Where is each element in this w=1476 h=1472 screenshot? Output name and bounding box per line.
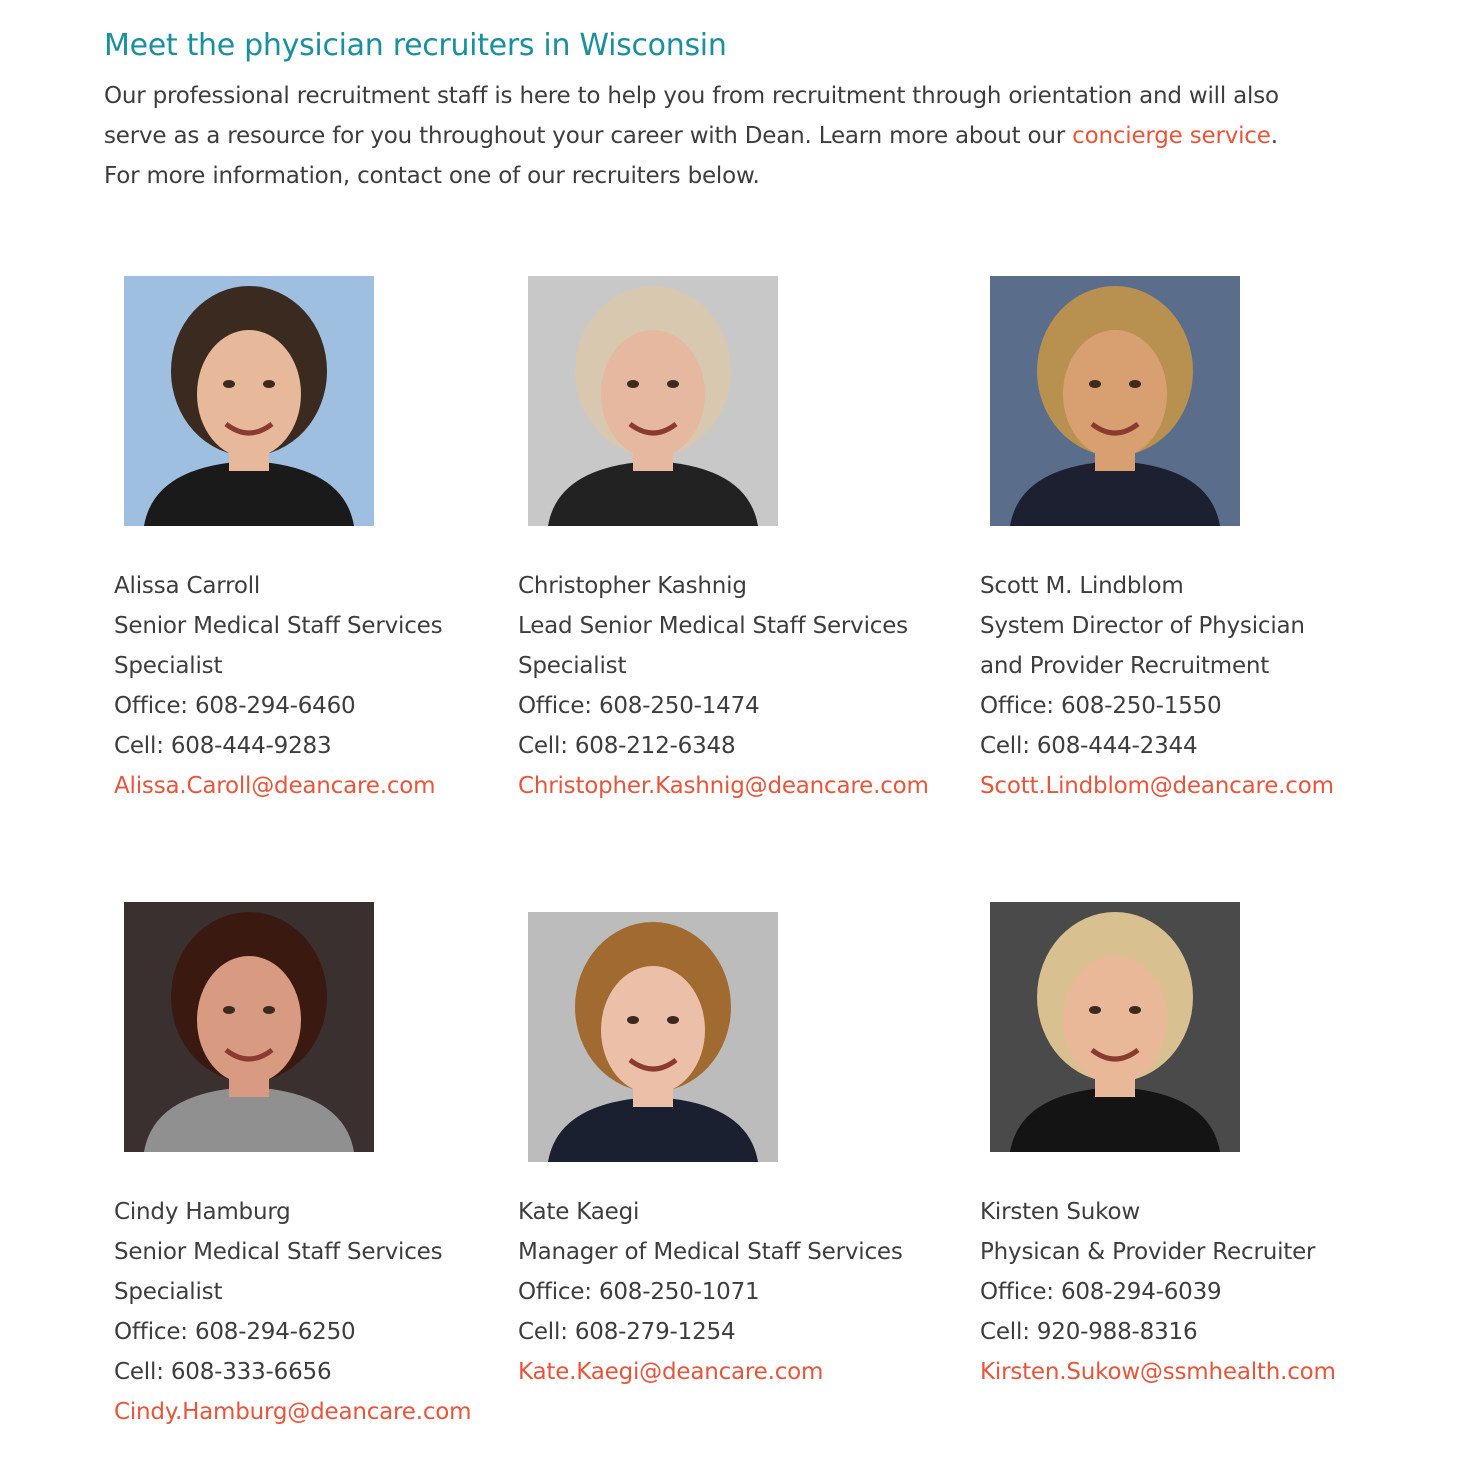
recruiter-name: Christopher Kashnig <box>518 573 747 599</box>
portrait-image <box>990 902 1240 1152</box>
portrait-image <box>124 276 374 526</box>
portrait-face <box>601 966 705 1094</box>
recruiter-photo <box>124 902 374 1152</box>
concierge-service-link[interactable]: concierge service <box>1072 123 1271 149</box>
recruiter-name: Cindy Hamburg <box>114 1199 291 1225</box>
portrait-eye <box>667 1016 679 1024</box>
portrait-face <box>601 330 705 458</box>
recruiter-email-link[interactable]: Scott.Lindblom@deancare.com <box>980 773 1334 799</box>
intro-line-1: Our professional recruitment staff is here to help you from recruitment through orientation and will also <box>104 83 1279 109</box>
recruiter-cell-phone: Cell: 608-444-9283 <box>114 733 332 759</box>
portrait-eye <box>223 1006 235 1014</box>
recruiter-cell-phone: Cell: 920-988-8316 <box>980 1319 1198 1345</box>
intro-line-2: serve as a resource for you throughout your career with Dean. Learn more about our <box>104 123 1073 149</box>
recruiter-office-phone: Office: 608-250-1550 <box>980 693 1222 719</box>
intro-line-2-end: . <box>1270 123 1278 149</box>
recruiter-photo <box>124 276 374 526</box>
portrait-eye <box>263 1006 275 1014</box>
portrait-eye <box>263 380 275 388</box>
portrait-face <box>197 330 301 458</box>
recruiter-email-link[interactable]: Kirsten.Sukow@ssmhealth.com <box>980 1359 1336 1385</box>
recruiter-title: Senior Medical Staff Services <box>114 1239 443 1265</box>
recruiter-title: and Provider Recruitment <box>980 653 1270 679</box>
recruiter-title: Specialist <box>518 653 627 679</box>
intro-paragraph <box>104 76 1404 196</box>
portrait-face <box>1063 956 1167 1084</box>
recruiter-cell-phone: Cell: 608-333-6656 <box>114 1359 332 1385</box>
recruiter-email-link[interactable]: Christopher.Kashnig@deancare.com <box>518 773 929 799</box>
portrait-eye <box>1129 380 1141 388</box>
recruiter-email-link[interactable]: Kate.Kaegi@deancare.com <box>518 1359 824 1385</box>
portrait-eye <box>1129 1006 1141 1014</box>
recruiter-email-link[interactable]: Alissa.Caroll@deancare.com <box>114 773 436 799</box>
portrait-face <box>1063 330 1167 458</box>
recruiter-name: Scott M. Lindblom <box>980 573 1184 599</box>
portrait-eye <box>627 380 639 388</box>
recruiter-office-phone: Office: 608-294-6250 <box>114 1319 356 1345</box>
recruiter-name: Kirsten Sukow <box>980 1199 1140 1225</box>
recruiter-title: Manager of Medical Staff Services <box>518 1239 903 1265</box>
recruiter-office-phone: Office: 608-250-1474 <box>518 693 760 719</box>
recruiter-title: Lead Senior Medical Staff Services <box>518 613 908 639</box>
portrait-eye <box>1089 1006 1101 1014</box>
recruiter-cell-phone: Cell: 608-279-1254 <box>518 1319 736 1345</box>
recruiter-email-link[interactable]: Cindy.Hamburg@deancare.com <box>114 1399 472 1425</box>
recruiter-title: Senior Medical Staff Services <box>114 613 443 639</box>
portrait-image <box>990 276 1240 526</box>
portrait-image <box>528 912 778 1162</box>
portrait-eye <box>627 1016 639 1024</box>
recruiter-photo <box>528 276 778 526</box>
recruiter-title: Specialist <box>114 653 223 679</box>
page-title: Meet the physician recruiters in Wisconsin <box>104 28 727 63</box>
recruiter-name: Kate Kaegi <box>518 1199 640 1225</box>
portrait-image <box>124 902 374 1152</box>
recruiter-photo <box>528 912 778 1162</box>
portrait-eye <box>667 380 679 388</box>
recruiter-photo <box>990 902 1240 1152</box>
recruiter-cell-phone: Cell: 608-212-6348 <box>518 733 736 759</box>
recruiter-cell-phone: Cell: 608-444-2344 <box>980 733 1198 759</box>
recruiter-name: Alissa Carroll <box>114 573 261 599</box>
portrait-image <box>528 276 778 526</box>
recruiter-title: Physican & Provider Recruiter <box>980 1239 1316 1265</box>
recruiter-title: Specialist <box>114 1279 223 1305</box>
portrait-face <box>197 956 301 1084</box>
portrait-eye <box>1089 380 1101 388</box>
recruiter-photo <box>990 276 1240 526</box>
recruiter-office-phone: Office: 608-294-6460 <box>114 693 356 719</box>
intro-line-3: For more information, contact one of our recruiters below. <box>104 163 760 189</box>
recruiter-title: System Director of Physician <box>980 613 1305 639</box>
portrait-eye <box>223 380 235 388</box>
recruiter-office-phone: Office: 608-294-6039 <box>980 1279 1222 1305</box>
recruiter-office-phone: Office: 608-250-1071 <box>518 1279 760 1305</box>
